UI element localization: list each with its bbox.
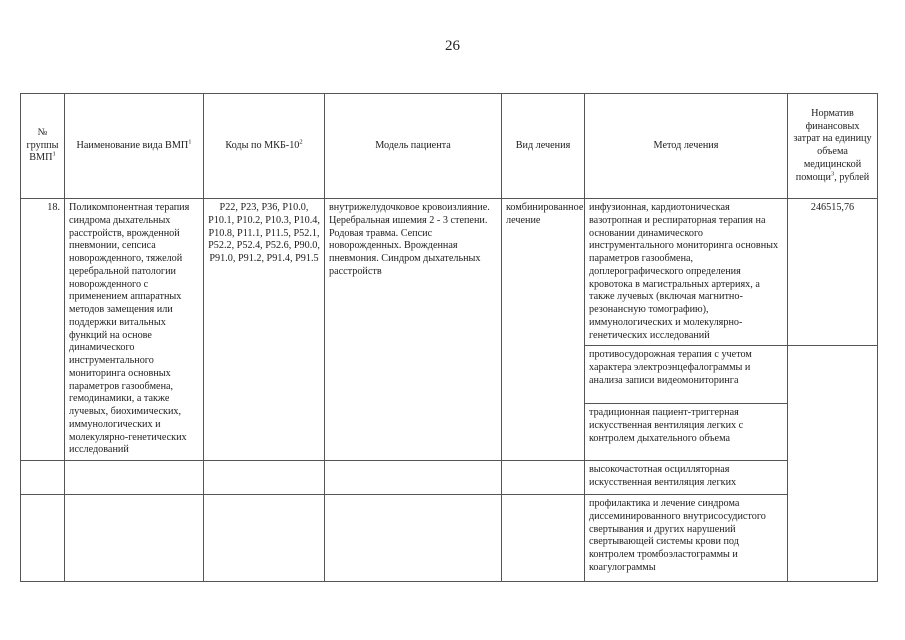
empty-cell xyxy=(21,461,65,495)
table-row xyxy=(21,199,878,346)
row-treatment-type: комбинированное лечение xyxy=(502,199,585,461)
method-cell: противосудорожная терапия с учетом характера электроэнцефалограммы и анализа записи видеомониторинга xyxy=(585,346,788,404)
header-norm-cost: Норматив финансовых затрат на единицу объема медицинской помощи$^3$, рублей xyxy=(788,94,878,199)
row-group-no: 18. xyxy=(21,199,65,461)
empty-cell xyxy=(502,495,585,582)
empty-cell xyxy=(204,461,325,495)
vmp-table xyxy=(20,93,878,582)
header-group-no: № группы ВМП$^1$ xyxy=(21,94,65,199)
empty-cell xyxy=(325,495,502,582)
table-row xyxy=(21,461,878,495)
header-treatment-method: Метод лечения xyxy=(585,94,788,199)
header-row xyxy=(21,94,878,199)
header-vmp-name: Наименование вида ВМП$^1$ xyxy=(65,94,204,199)
empty-cell xyxy=(65,461,204,495)
header-treatment-type: Вид лечения xyxy=(502,94,585,199)
empty-cell xyxy=(65,495,204,582)
method-cell: профилактика и лечение синдрома диссеминированного внутрисосудистого свертывания и других нарушений свертывающей системы крови под контролем тромбоэластограммы и коагулограммы xyxy=(585,495,788,582)
header-icd-codes: Коды по МКБ-$10^2$ xyxy=(204,94,325,199)
row-icd-codes: P22, P23, P36, P10.0, P10.1, P10.2, P10.3, P10.4, P10.8, P11.1, P11.5, P52.1, P52.2, P52.4, P52.6, P90.0, P91.0, P91.2, P91.4, P91.5 xyxy=(204,199,325,461)
method-cell: традиционная пациент-триггерная искусственная вентиляция легких с контролем дыхательного объема xyxy=(585,404,788,461)
empty-cell xyxy=(788,346,878,582)
table-row xyxy=(21,495,878,582)
page-number: 26 xyxy=(445,38,460,54)
empty-cell xyxy=(21,495,65,582)
header-patient-model: Модель пациента xyxy=(325,94,502,199)
method-cell: высокочастотная осцилляторная искусственная вентиляция легких xyxy=(585,461,788,495)
row-vmp-name: Поликомпонентная терапия синдрома дыхательных расстройств, врожденной пневмонии, сепсиса новорожденного, тяжелой церебральной патологии новорожденного с применением аппаратных методов замещения или поддержки витальных функций на основе динамического инструментального мониторинга основных параметров газообмена, гемодинамики, а также лучевых, биохимических, иммунологических и молекулярно-генетических исследований xyxy=(65,199,204,461)
empty-cell xyxy=(502,461,585,495)
method-cell: инфузионная, кардиотоническая вазотропная и респираторная терапия на основании динамического инструментального мониторинга основных параметров газообмена, доплерографического определения кровотока в магистральных артериях, а также лучевых (включая магнитно-резонансную томографию), иммунологических и молекулярно-генетических исследований xyxy=(585,199,788,346)
empty-cell xyxy=(204,495,325,582)
row-patient-model: внутрижелудочковое кровоизлияние. Церебральная ишемия 2 - 3 степени. Родовая травма. Сепсис новорожденных. Врожденная пневмония. Синдром дыхательных расстройств xyxy=(325,199,502,461)
row-cost: 246515,76 xyxy=(788,199,878,346)
empty-cell xyxy=(325,461,502,495)
